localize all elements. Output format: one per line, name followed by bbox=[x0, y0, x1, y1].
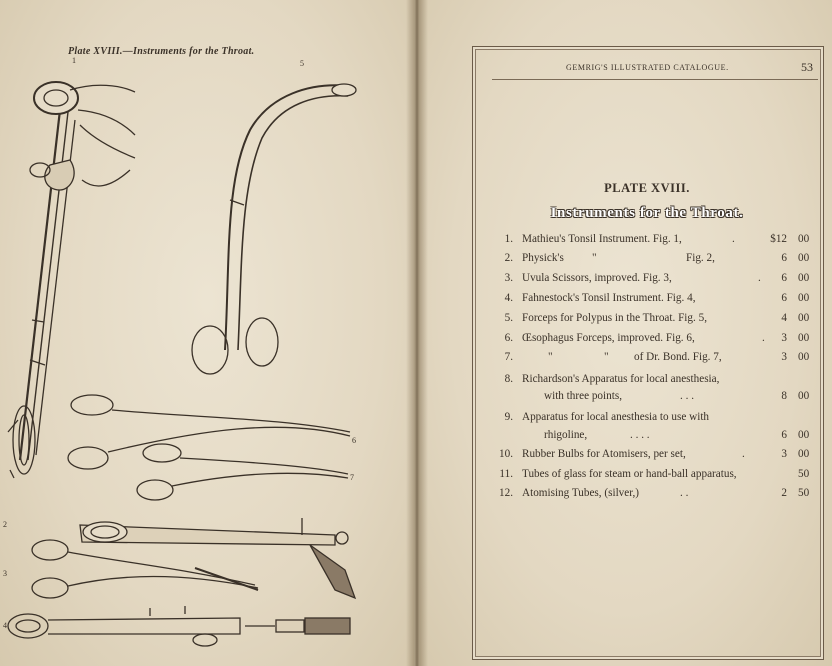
item-price-dollars: $12 bbox=[770, 233, 787, 245]
page-number: 53 bbox=[801, 60, 813, 74]
item-price-cents: 00 bbox=[798, 312, 810, 324]
item-price-cents: 00 bbox=[798, 292, 810, 304]
fig-number-4: 4 bbox=[3, 621, 7, 630]
item-leaders: . bbox=[742, 448, 745, 460]
plate-title: PLATE XVIII. bbox=[604, 181, 690, 195]
item-number: 5. bbox=[504, 312, 513, 324]
list-item bbox=[480, 332, 820, 351]
item-ditto-mark: " bbox=[592, 252, 597, 264]
item-number: 6. bbox=[504, 332, 513, 344]
section-title: Instruments for the Throat. bbox=[550, 205, 744, 221]
list-item-continuation bbox=[480, 390, 820, 409]
list-item bbox=[480, 233, 820, 252]
fig-number-7: 7 bbox=[350, 473, 354, 482]
item-leaders: . . . bbox=[680, 390, 694, 402]
item-price-dollars: 6 bbox=[781, 252, 787, 264]
item-price-cents: 00 bbox=[798, 272, 810, 284]
item-description: Apparatus for local anesthesia to use with bbox=[522, 411, 710, 423]
fig-2-physick-instrument bbox=[80, 518, 355, 598]
item-figure-ref: Fig. 2, bbox=[686, 252, 715, 264]
item-figure-ref: of Dr. Bond. Fig. 7, bbox=[634, 351, 722, 363]
item-description: Richardson's Apparatus for local anesthesia, bbox=[522, 373, 720, 385]
item-number: 3. bbox=[504, 272, 513, 284]
fig-number-2: 2 bbox=[3, 520, 7, 529]
instrument-engravings bbox=[0, 0, 414, 666]
item-leaders: . . . . bbox=[630, 429, 650, 441]
item-description: Tubes of glass for steam or hand-ball apparatus, bbox=[522, 468, 737, 480]
running-head: GEMRIG'S ILLUSTRATED CATALOGUE. bbox=[566, 63, 729, 72]
list-item-continuation bbox=[480, 429, 820, 448]
item-ditto-mark: " bbox=[548, 351, 553, 363]
list-item bbox=[480, 292, 820, 311]
item-description: Forceps for Polypus in the Throat. Fig. 5, bbox=[522, 312, 707, 324]
item-price-cents: 50 bbox=[798, 487, 810, 499]
item-description: Mathieu's Tonsil Instrument. Fig. 1, bbox=[522, 233, 682, 245]
item-price-cents: 00 bbox=[798, 448, 810, 460]
item-price-dollars: 3 bbox=[781, 448, 787, 460]
list-item bbox=[480, 252, 820, 271]
item-number: 11. bbox=[499, 468, 513, 480]
item-price-cents: 00 bbox=[798, 351, 810, 363]
item-description: Œsophagus Forceps, improved. Fig. 6, bbox=[522, 332, 695, 344]
item-description: Uvula Scissors, improved. Fig. 3, bbox=[522, 272, 672, 284]
item-price-dollars: 6 bbox=[781, 292, 787, 304]
fig-1-tonsil-instrument bbox=[8, 82, 135, 478]
item-price-cents: 00 bbox=[798, 390, 810, 402]
list-item bbox=[480, 411, 820, 430]
item-price-dollars: 8 bbox=[781, 390, 787, 402]
item-price-dollars: 6 bbox=[781, 272, 787, 284]
item-number: 1. bbox=[504, 233, 513, 245]
fig-number-5: 5 bbox=[300, 59, 304, 68]
item-ditto-mark: " bbox=[604, 351, 609, 363]
fig-6-oesophagus-forceps bbox=[68, 395, 350, 469]
item-description: Rubber Bulbs for Atomisers, per set, bbox=[522, 448, 686, 460]
item-number: 12. bbox=[499, 487, 513, 499]
item-leaders: . . bbox=[680, 487, 689, 499]
item-number: 4. bbox=[504, 292, 513, 304]
item-description: Fahnestock's Tonsil Instrument. Fig. 4, bbox=[522, 292, 696, 304]
item-number: 7. bbox=[504, 351, 513, 363]
fig-number-3: 3 bbox=[3, 569, 7, 578]
fig-7-oesophagus-forceps bbox=[137, 444, 348, 500]
fig-5-polypus-forceps bbox=[192, 84, 356, 374]
fig-3-uvula-scissors bbox=[32, 540, 258, 598]
header-rule bbox=[492, 79, 818, 80]
item-price-dollars: 4 bbox=[781, 312, 787, 324]
item-description: Physick's bbox=[522, 252, 564, 264]
item-price-cents: 00 bbox=[798, 332, 810, 344]
item-price-dollars: 3 bbox=[781, 332, 787, 344]
item-description-continued: rhigoline, bbox=[544, 429, 588, 441]
fig-number-6: 6 bbox=[352, 436, 356, 445]
item-number: 8. bbox=[504, 373, 513, 385]
list-item bbox=[480, 468, 820, 487]
list-item bbox=[480, 312, 820, 331]
item-number: 9. bbox=[504, 411, 513, 423]
item-price-cents: 50 bbox=[798, 468, 810, 480]
list-item bbox=[480, 487, 820, 506]
item-price-cents: 00 bbox=[798, 252, 810, 264]
fig-number-1: 1 bbox=[72, 56, 76, 65]
plate-caption: Plate XVIII.—Instruments for the Throat. bbox=[68, 46, 255, 57]
list-item bbox=[480, 448, 820, 467]
item-number: 2. bbox=[504, 252, 513, 264]
list-item bbox=[480, 351, 820, 370]
item-price-dollars: 2 bbox=[781, 487, 787, 499]
item-price-cents: 00 bbox=[798, 233, 810, 245]
item-description-continued: with three points, bbox=[544, 390, 622, 402]
item-leaders: . bbox=[732, 233, 735, 245]
list-item bbox=[480, 272, 820, 291]
item-description: Atomising Tubes, (silver,) bbox=[522, 487, 640, 499]
fig-4-fahnestock-instrument bbox=[8, 606, 350, 646]
item-leaders: . bbox=[762, 332, 765, 344]
item-leaders: . bbox=[758, 272, 761, 284]
item-price-cents: 00 bbox=[798, 429, 810, 441]
item-number: 10. bbox=[499, 448, 513, 460]
item-price-dollars: 3 bbox=[781, 351, 787, 363]
item-price-dollars: 6 bbox=[781, 429, 787, 441]
